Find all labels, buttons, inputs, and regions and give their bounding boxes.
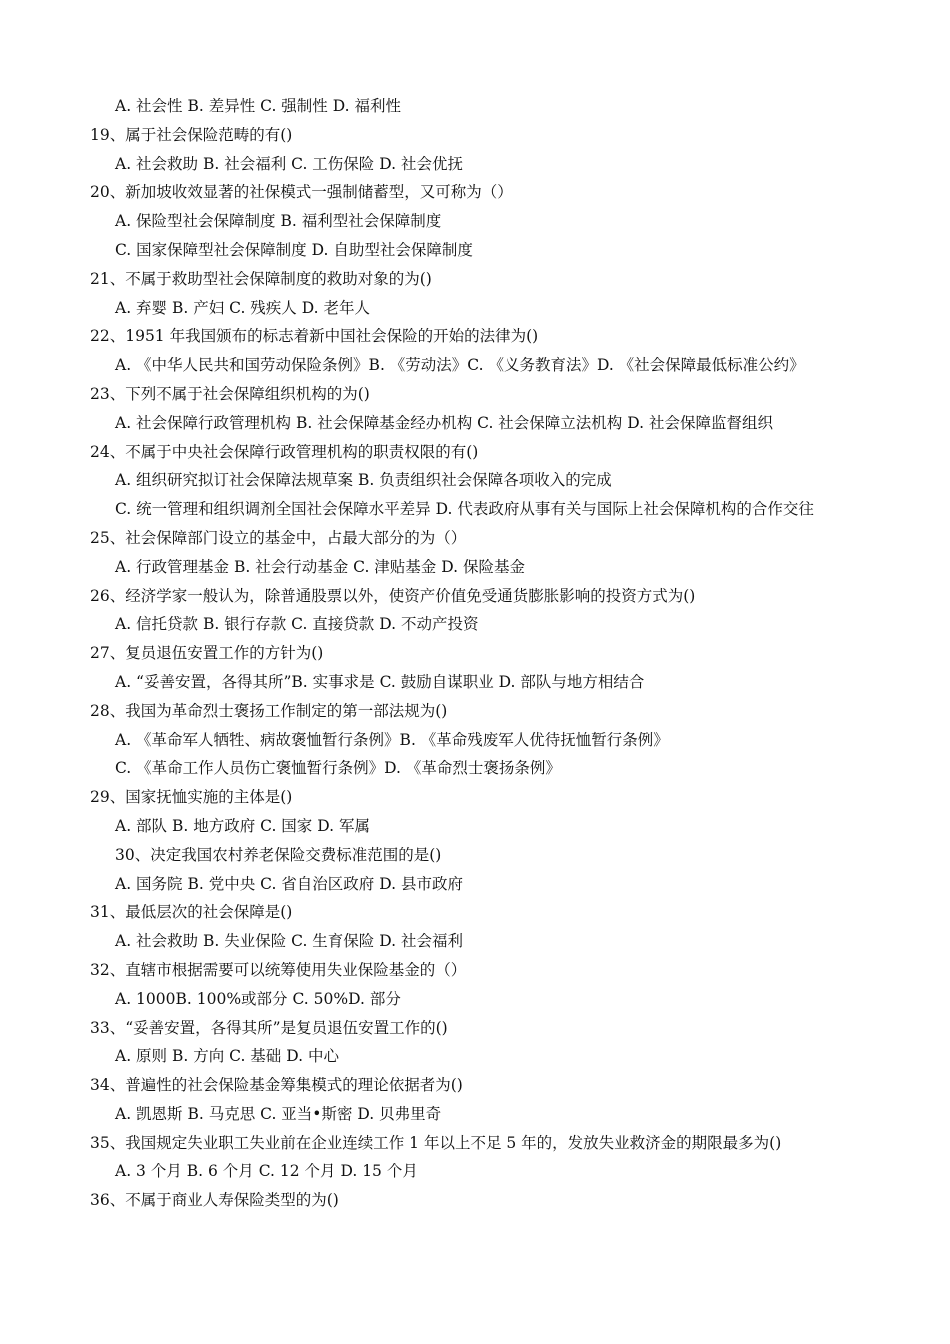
question-line: 22、1951 年我国颁布的标志着新中国社会保险的开始的法律为() — [90, 327, 539, 346]
option-line: A. 社会救助 B. 失业保险 C. 生育保险 D. 社会福利 — [115, 932, 463, 951]
question-line: 20、新加坡收效显著的社保模式一强制储蓄型，又可称为（） — [90, 183, 513, 202]
question-line: 29、国家抚恤实施的主体是() — [90, 788, 293, 807]
option-line: A. 行政管理基金 B. 社会行动基金 C. 津贴基金 D. 保险基金 — [115, 557, 525, 576]
option-line: A. 保险型社会保障制度 B. 福利型社会保障制度 — [115, 212, 442, 231]
option-line: A. 1000B. 100%或部分 C. 50%D. 部分 — [115, 989, 401, 1008]
option-line: C. 统一管理和组织调剂全国社会保障水平差异 D. 代表政府从事有关与国际上社会保障机构的合作交往 — [115, 500, 814, 519]
option-line: 30、决定我国农村养老保险交费标准范围的是() — [115, 845, 442, 864]
option-line: A. 组织研究拟订社会保障法规草案 B. 负责组织社会保障各项收入的完成 — [115, 471, 612, 490]
option-line: A. 凯恩斯 B. 马克思 C. 亚当•斯密 D. 贝弗里奇 — [115, 1104, 442, 1123]
question-line: 35、我国规定失业职工失业前在企业连续工作 1 年以上不足 5 年的，发放失业救济金的期限最多为() — [90, 1133, 782, 1152]
option-line: A. 社会性 B. 差异性 C. 强制性 D. 福利性 — [115, 97, 401, 115]
option-line: A. 国务院 B. 党中央 C. 省自治区政府 D. 县市政府 — [115, 874, 463, 893]
question-line: 23、下列不属于社会保障组织机构的为() — [90, 384, 370, 403]
option-line: A. 原则 B. 方向 C. 基础 D. 中心 — [115, 1047, 339, 1066]
question-line: 28、我国为革命烈士褒扬工作制定的第一部法规为() — [90, 701, 448, 720]
question-line: 34、普遍性的社会保险基金筹集模式的理论依据者为() — [90, 1076, 463, 1095]
option-line: A. 《中华人民共和国劳动保险条例》B. 《劳动法》C. 《义务教育法》D. 《社会保障最低标准公约》 — [115, 356, 805, 375]
question-line: 36、不属于商业人寿保险类型的为() — [90, 1191, 339, 1210]
option-line: C. 国家保障型社会保障制度 D. 自助型社会保障制度 — [115, 240, 473, 259]
option-line: A. 信托贷款 B. 银行存款 C. 直接贷款 D. 不动产投资 — [115, 615, 479, 634]
question-line: 33、“妥善安置，各得其所”是复员退伍安置工作的() — [90, 1018, 448, 1037]
option-line: A. 弃婴 B. 产妇 C. 残疾人 D. 老年人 — [115, 298, 370, 317]
question-line: 32、直辖市根据需要可以统筹使用失业保险基金的（） — [90, 960, 467, 979]
question-line: 31、最低层次的社会保障是() — [90, 903, 293, 922]
option-line: C. 《革命工作人员伤亡褒恤暂行条例》D. 《革命烈士褒扬条例》 — [115, 759, 561, 778]
option-line: A. 部队 B. 地方政府 C. 国家 D. 军属 — [115, 816, 370, 835]
question-line: 21、不属于救助型社会保障制度的救助对象的为() — [90, 269, 432, 288]
option-line: A. 社会保障行政管理机构 B. 社会保障基金经办机构 C. 社会保障立法机构 D. 社会保障监督组织 — [115, 413, 773, 432]
question-line: 24、不属于中央社会保障行政管理机构的职责权限的有() — [90, 442, 479, 461]
question-line: 19、属于社会保险范畴的有() — [90, 125, 293, 144]
option-line: A. “妥善安置，各得其所”B. 实事求是 C. 鼓励自谋职业 D. 部队与地方相结合 — [115, 672, 645, 691]
option-line: A. 3 个月 B. 6 个月 C. 12 个月 D. 15 个月 — [115, 1162, 418, 1181]
option-line: A. 《革命军人牺牲、病故褒恤暂行条例》B. 《革命残废军人优待抚恤暂行条例》 — [115, 730, 669, 749]
question-line: 25、社会保障部门设立的基金中，占最大部分的为（） — [90, 528, 467, 547]
question-line: 27、复员退伍安置工作的方针为() — [90, 644, 324, 663]
question-line: 26、经济学家一般认为，除普通股票以外，使资产价值免受通货膨胀影响的投资方式为() — [90, 586, 696, 605]
option-line: A. 社会救助 B. 社会福利 C. 工伤保险 D. 社会优抚 — [115, 154, 463, 173]
